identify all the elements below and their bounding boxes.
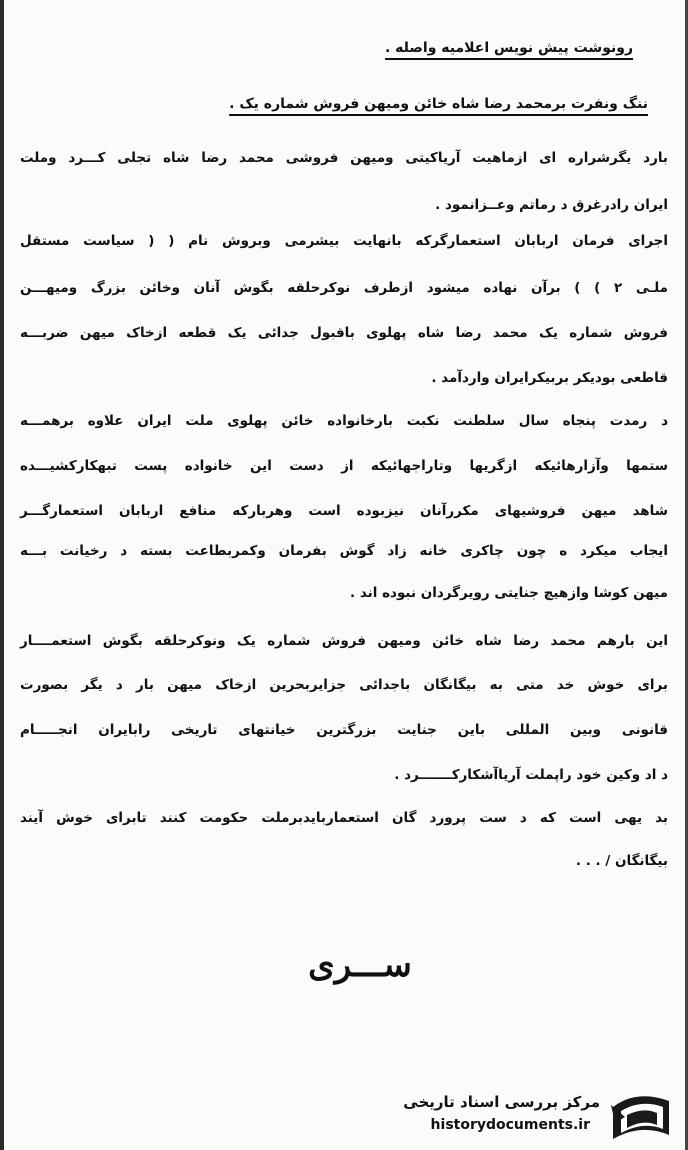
archive-footer [395, 1085, 680, 1145]
body-line-2: ایران رادرغرق د رماتم وعــزانمود . [435, 197, 668, 213]
body-line-4: ملـی ۲ ) ) برآن نهاده میشود ازطرف نوکرحلقه بگوش آنان وخائن بزرگ ومیهـــن [20, 280, 669, 296]
signature: ســـرى [308, 945, 412, 985]
body-line-13: برای خوش خد متی به بیگانگان باجدائی جزایربحرین ازخاک میهن بار د یگر بصورت [20, 677, 668, 693]
body-line-3: اجرای فرمان اربابان استعمارگرکه بانهایت بیشرمی وبروش نام ( ( سیاست مستقل [20, 233, 668, 249]
body-line-12: این بارهم محمد رضا شاه خائن ومیهن فروش شماره یک ونوکرحلقه بگوش استعمــــار [20, 633, 668, 649]
body-line-17: بیگانگان / . . . [575, 853, 668, 869]
body-line-10: ایجاب میکرد ه چون چاکری خانه زاد گوش بفرمان وکمربطاعت بسته د رخیانت بـــه [20, 543, 668, 559]
open-book-logo-icon [607, 1087, 675, 1143]
body-line-1: بارد یگرشراره ای ازماهیت آریاکیتی ومیهن فروشی محمد رضا شاه تجلی کـــرد وملت [20, 150, 668, 166]
document-heading-1: رونوشت پیش نویس اعلامیه واصله . [384, 40, 633, 56]
body-line-14: قانونی وبین المللی باین جنایت بزرگترین خیانتهای تاریخی رابایران انجـــــام [20, 722, 668, 738]
body-line-6: قاطعی بودیکر بربیکرایران واردآمد . [431, 370, 668, 386]
body-line-9: شاهد میهن فروشیهای مکررآنان نیزبوده است وهربارکه منافع اربابان استعمارگـــر [20, 503, 668, 519]
body-line-7: د رمدت پنجاه سال سلطنت نکبت بارخانواده خائن پهلوی ملت ایران علاوه برهمـــه [20, 413, 668, 429]
body-line-5: فروش شماره یک محمد رضا شاه پهلوی باقبول جدائی یک قطعه ازخاک میهن ضربـــه [20, 325, 668, 341]
body-line-15: د اد وکین خود راپملت آریاآشکارکـــــــرد . [394, 767, 668, 783]
body-line-8: ستمها وآزارهائیکه ازگریها وتاراجهائیکه از دست این خانواده پست تبهکارکشیـــده [20, 458, 668, 474]
body-line-16: بد یهی است که د ست پرورد گان استعماربایدبرملت حکومت کنند تابرای خوش آیند [20, 810, 668, 826]
archive-url[interactable]: historydocuments.ir [430, 1117, 590, 1133]
body-line-11: میهن کوشا وازهیچ جنایتی رویرگردان نبوده اند . [350, 585, 668, 601]
scan-edge-left [0, 0, 4, 1150]
archive-org-name: مرکز بررسی اسناد تاریخی [403, 1093, 600, 1111]
document-heading-2: ننگ ونفرت برمحمد رضا شاه خائن ومیهن فروش شماره یک . [229, 96, 648, 112]
